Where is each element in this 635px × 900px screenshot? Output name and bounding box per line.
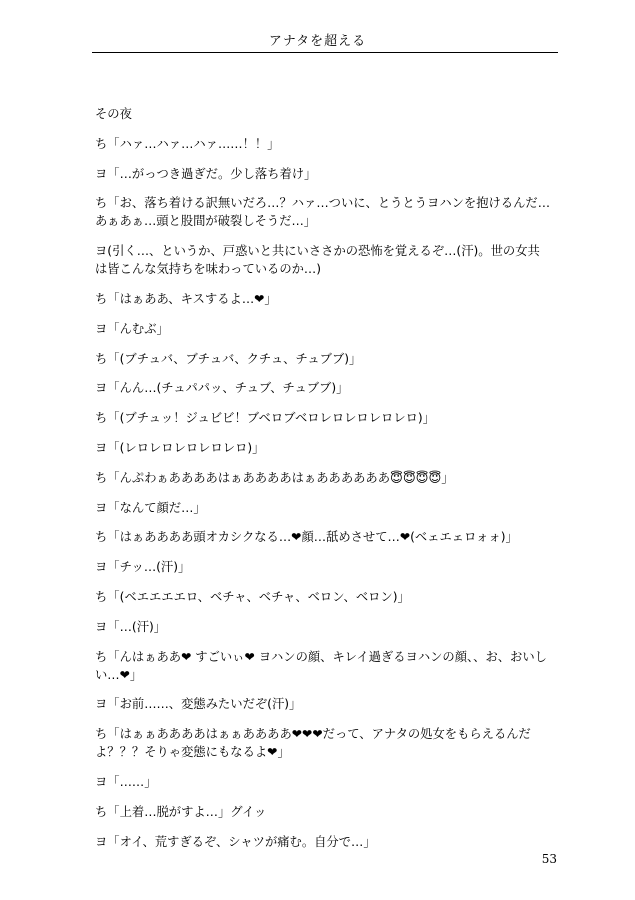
paragraph: ヨ「んん…(チュパパッ、チュブ、チュブブ)」 [95,381,349,396]
header-rule [92,52,558,53]
paragraph: ち「(ブチュバ、ブチュバ、クチュ、チュブブ)」 [95,351,362,366]
paragraph: その夜 [95,107,132,121]
paragraph: ち「上着…脱がすよ…」グイッ [95,804,267,819]
paragraph: ち「(ベエエエエロ、ベチャ、ベチャ、ベロン、ベロン)」 [95,589,410,604]
paragraph: ヨ「(レロレロレロレロレロ)」 [95,440,265,455]
paragraph: ヨ「お前……、変態みたいだぞ(汗)」 [95,697,302,712]
paragraph: ち「んはぁああ❤ すごいぃ❤ ヨハンの顔、キレイ過ぎるヨハンの顔、、お、おいしい…❤」 [95,649,547,682]
paragraph: ヨ(引く…、というか、戸惑いと共にいささかの恐怖を覚えるぞ…(汗)。世の女共は皆こんな気持ちを味わっているのか…) [95,244,540,277]
body-text [95,105,550,862]
paragraph: ち「はぁぁああああはぁぁああああ❤❤❤だって、アナタの処女をもらえるんだよ？？？そりゃ変態にもなるよ❤」 [95,727,531,760]
paragraph: ヨ「…がっつき過ぎだ。少し落ち着け」 [95,166,317,181]
paragraph: ち「お、落ち着ける訳無いだろ…？ハァ…ついに、とうとうヨハンを抱けるんだ…あぁあぁ…頭と股間が破裂しそうだ…」 [95,196,550,229]
paragraph: ヨ「なんて顔だ…」 [95,500,206,515]
paragraph: ヨ「んむぶ」 [95,321,169,336]
paragraph: ヨ「チッ…(汗)」 [95,560,191,575]
paragraph: ち「(ブチュッ！ジュビビ！ブベロブベロレロレロレロレロ)」 [95,411,436,426]
page-number: 53 [541,852,557,866]
paragraph: ヨ「…(汗)」 [95,619,167,634]
paragraph: ち「はぁああ、キスするよ…❤」 [95,291,277,306]
paragraph: ヨ「……」 [95,774,157,789]
paragraph: ち「んぷわぁああああはぁああああはぁああああああ😇😇😇😇」 [95,470,454,485]
page-header-title: アナタを超える [268,34,367,49]
paragraph: ヨ「オイ、荒すぎるぞ、シャツが痛む。自分で…」 [95,834,376,849]
paragraph: ち「はぁああああ頭オカシクなる…❤顔…舐めさせて…❤(ベェエェロォォ)」 [95,530,518,545]
paragraph: ち「ハァ…ハァ…ハァ……！！」 [95,136,280,151]
